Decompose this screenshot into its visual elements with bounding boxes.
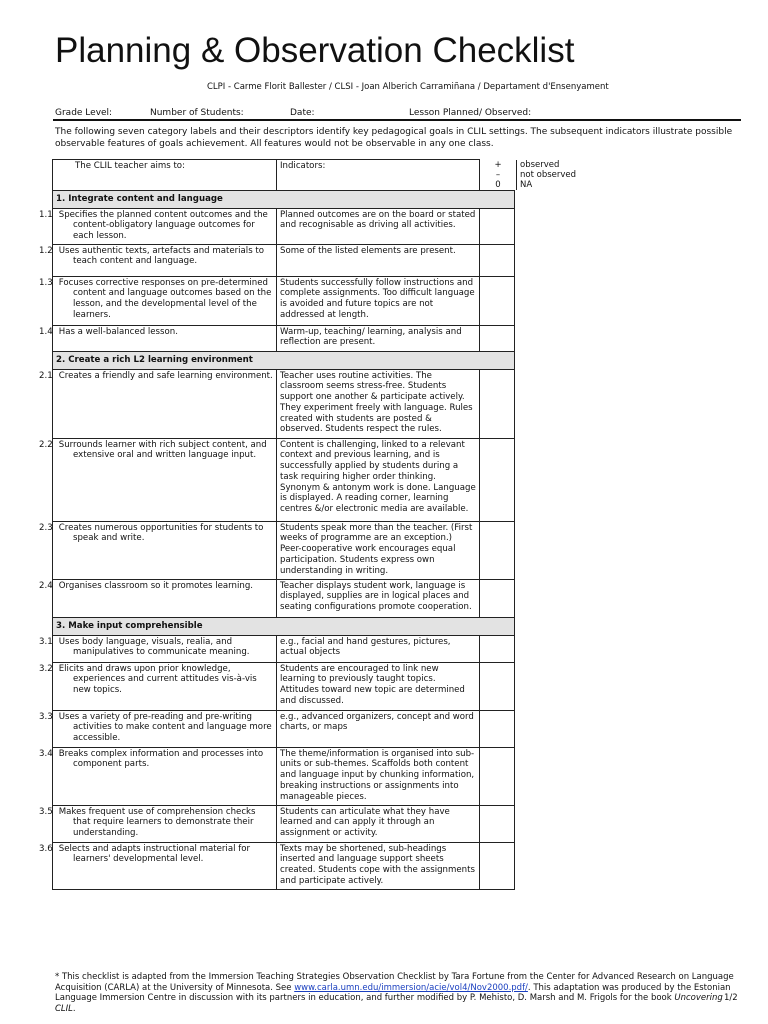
footnote-text: . This adaptation was produced by the Estonian Language Immersion Centre in discussion with its partners in education, and further modified by P. Mehisto, D. Marsh and M. Frigols for the book [55, 982, 731, 1004]
table-row [53, 710, 577, 747]
aim-text: Elicits and draws upon prior knowledge, experiences and current attitudes vis-à-vis new topics. [58, 663, 257, 696]
rating-cell[interactable] [480, 662, 515, 710]
page-title: Planning & Observation Checklist [55, 31, 575, 70]
key-not-observed [480, 170, 576, 180]
indicator-cell: The theme/information is organised into sub-units or sub-themes. Scaffolds both content and language input by chunking information, breaking instructions or assignments into manageable pieces. [277, 747, 480, 805]
key-label: observed [520, 159, 560, 170]
table-row [53, 635, 577, 662]
table-row [53, 325, 577, 351]
aims-header: The CLIL teacher aims to: [53, 160, 277, 191]
aim-text: Breaks complex information and processes into component parts. [58, 748, 264, 770]
page-number: 1/2 [724, 993, 738, 1003]
header-rule [53, 119, 741, 121]
section-title: 2. Create a rich L2 learning environment [53, 351, 515, 369]
table-row [53, 662, 577, 710]
aim-text: Uses a variety of pre-reading and pre-writing activities to make content and language more accessible. [58, 711, 272, 744]
table-row [53, 842, 577, 889]
aim-cell: 3.4 Breaks complex information and processes into component parts. [53, 747, 277, 805]
indicator-cell: Content is challenging, linked to a relevant context and previous learning, and is successfully applied by students during a task requiring higher order thinking. Synonym & antonym work is done. Language is displayed. A reading corner, learning centres &/or electronic media are available. [277, 438, 480, 521]
rating-cell[interactable] [480, 521, 515, 579]
carla-link[interactable]: www.carla.umn.edu/immersion/acie/vol4/Nov2000.pdf/ [294, 982, 528, 993]
aim-cell: 2.3 Creates numerous opportunities for students to speak and write. [53, 521, 277, 579]
checklist-table [39, 159, 577, 890]
section-title: 3. Make input comprehensible [53, 617, 515, 635]
footnote-text: . [72, 1003, 76, 1014]
rating-cell[interactable] [480, 276, 515, 325]
key-symbol: – [480, 170, 517, 180]
indicator-cell: Texts may be shortened, sub-headings inserted and language support sheets created. Students cope with the assignments and participate actively. [277, 842, 480, 889]
indicator-cell: Planned outcomes are on the board or stated and recognisable as driving all activities. [277, 208, 480, 244]
aim-text: Surrounds learner with rich subject content, and extensive oral and written language input. [58, 439, 267, 461]
indicator-cell: Some of the listed elements are present. [277, 244, 480, 276]
table-row [53, 805, 577, 842]
indicator-cell: Warm-up, teaching/ learning, analysis and reflection are present. [277, 325, 480, 351]
table-row [53, 276, 577, 325]
rating-cell[interactable] [480, 805, 515, 842]
indicator-cell: Students speak more than the teacher. (First weeks of programme are an exception.) Peer-cooperative work encourages equal participation. Students express own understanding in writing. [277, 521, 480, 579]
footnote-text: This checklist is adapted from the Immersion Teaching Strategies Observation Checklist by Tara Fortune from the Center for Advanced Research on Language Acquisition (CARLA) at the University of Minnesota. See [55, 972, 734, 993]
section-title: 1. Integrate content and language [53, 190, 515, 208]
indicator-cell: Students are encouraged to link new learning to previously taught topics. Attitudes toward new topic are determined and discussed. [277, 662, 480, 710]
section-header-row [53, 617, 577, 635]
intro-paragraph: The following seven category labels and their descriptors identify key pedagogical goals in CLIL settings. The subsequent indicators illustrate possible observable features of goals achievement. All features would not be observable in any one class. [55, 127, 733, 149]
section-header-row [53, 190, 577, 208]
section-header-row [53, 351, 577, 369]
lesson-planned-observed-field: Lesson Planned/ Observed: [409, 108, 532, 118]
aim-cell: 1.2 Uses authentic texts, artefacts and materials to teach content and language. [53, 244, 277, 276]
aim-text: Creates numerous opportunities for students to speak and write. [58, 522, 264, 544]
aim-cell: 1.3 Focuses corrective responses on pre-determined content and language outcomes based on the lesson, and the developmental level of the learners. [53, 276, 277, 325]
rating-cell[interactable] [480, 325, 515, 351]
key-symbol: 0 [480, 180, 517, 190]
aim-text: Organises classroom so it promotes learning. [58, 580, 254, 591]
footnote [55, 972, 743, 1014]
rating-cell[interactable] [480, 244, 515, 276]
indicator-cell: Students can articulate what they have learned and can apply it through an assignment or activity. [277, 805, 480, 842]
key-observed [480, 160, 576, 170]
indicator-cell: e.g., advanced organizers, concept and word charts, or maps [277, 710, 480, 747]
table-row [53, 579, 577, 617]
aim-text: Uses body language, visuals, realia, and manipulatives to communicate meaning. [58, 636, 250, 658]
aim-text: Uses authentic texts, artefacts and materials to teach content and language. [58, 245, 265, 267]
key-label: NA [520, 179, 533, 190]
table-header-row [53, 160, 577, 191]
table-row [53, 747, 577, 805]
table-row [53, 244, 577, 276]
key-label: not observed [520, 169, 577, 180]
key-na [480, 180, 576, 190]
aim-text: Creates a friendly and safe learning environment. [58, 370, 273, 381]
table-row [53, 208, 577, 244]
rating-cell[interactable] [480, 842, 515, 889]
aim-cell: 2.1 Creates a friendly and safe learning environment. [53, 369, 277, 438]
rating-cell[interactable] [480, 635, 515, 662]
indicator-cell: e.g., facial and hand gestures, pictures, actual objects [277, 635, 480, 662]
aim-text: Specifies the planned content outcomes and the content-obligatory language outcomes for each lesson. [58, 209, 268, 242]
aim-cell: 1.1 Specifies the planned content outcomes and the content-obligatory language outcomes for each lesson. [53, 208, 277, 244]
table-row [53, 521, 577, 579]
aim-cell: 2.2 Surrounds learner with rich subject content, and extensive oral and written language input. [53, 438, 277, 521]
table-row [53, 369, 577, 438]
aim-text: Selects and adapts instructional material for learners' developmental level. [58, 843, 251, 865]
table-row [53, 438, 577, 521]
book-title: Uncovering CLIL [55, 993, 723, 1014]
aim-cell: 1.4 Has a well-balanced lesson. [53, 325, 277, 351]
date-field: Date: [290, 108, 315, 118]
aim-cell: 3.1 Uses body language, visuals, realia, and manipulatives to communicate meaning. [53, 635, 277, 662]
key-symbol: + [480, 160, 517, 170]
indicators-header: Indicators: [277, 160, 480, 191]
rating-key [480, 160, 577, 191]
indicator-cell: Teacher uses routine activities. The classroom seems stress-free. Students support one another & participate actively. They experiment freely with language. Rules created with students are posted & observed. Students respect the rules. [277, 369, 480, 438]
aim-cell: 3.5 Makes frequent use of comprehension checks that require learners to demonstrate their understanding. [53, 805, 277, 842]
grade-level-field: Grade Level: [55, 108, 113, 118]
rating-cell[interactable] [480, 747, 515, 805]
footnote-marker: * [55, 972, 60, 982]
rating-cell[interactable] [480, 369, 515, 438]
indicator-cell: Teacher displays student work, language is displayed, supplies are in logical places and seating configurations promote cooperation. [277, 579, 480, 617]
aim-text: Has a well-balanced lesson. [58, 326, 178, 337]
aim-cell: 3.6 Selects and adapts instructional material for learners' developmental level. [53, 842, 277, 889]
authors-line: CLPI - Carme Florit Ballester / CLSI - Joan Alberich Carramiñana / Departament d'Ensenyament [207, 82, 609, 92]
number-of-students-field: Number of Students: [150, 108, 244, 118]
aim-cell: 2.4 Organises classroom so it promotes learning. [53, 579, 277, 617]
aim-text: Focuses corrective responses on pre-determined content and language outcomes based on the lesson, and the developmental level of the learners. [58, 277, 272, 320]
aim-cell: 3.3 Uses a variety of pre-reading and pre-writing activities to make content and language more accessible. [53, 710, 277, 747]
rating-cell[interactable] [480, 208, 515, 244]
rating-cell[interactable] [480, 579, 515, 617]
indicator-cell: Students successfully follow instructions and complete assignments. Too difficult language is avoided and future topics are not addressed at length. [277, 276, 480, 325]
rating-cell[interactable] [480, 438, 515, 521]
rating-cell[interactable] [480, 710, 515, 747]
aim-cell: 3.2 Elicits and draws upon prior knowledge, experiences and current attitudes vis-à-vis new topics. [53, 662, 277, 710]
aim-text: Makes frequent use of comprehension checks that require learners to demonstrate their understanding. [58, 806, 256, 839]
